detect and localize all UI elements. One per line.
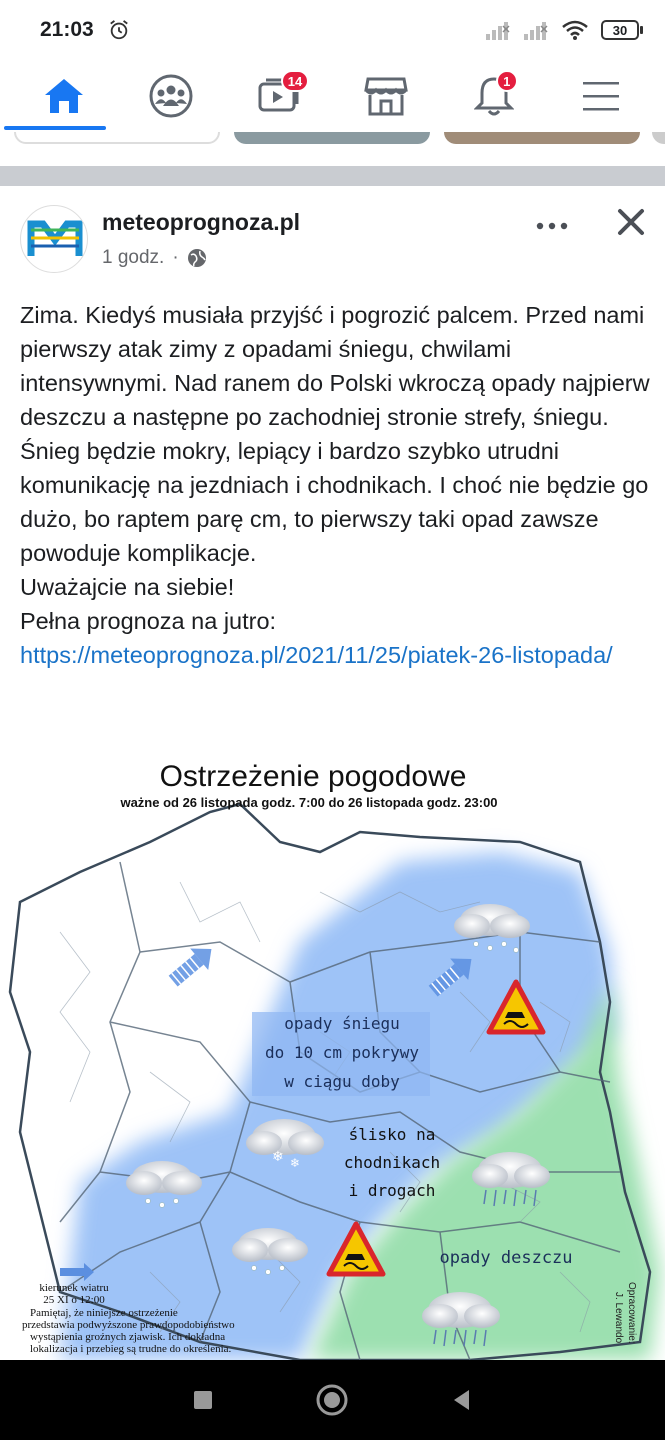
post-paragraph: Uważajcie na siebie! — [20, 574, 235, 600]
status-bar — [0, 0, 665, 60]
legend-note-4: lokalizacja i przebieg są trudne do określenia. — [30, 1343, 232, 1355]
back-icon[interactable] — [449, 1387, 475, 1413]
credit-line-2: J. Lewando — [613, 1292, 624, 1344]
nav-marketplace[interactable] — [346, 66, 426, 126]
page-avatar[interactable] — [20, 205, 88, 273]
weather-map — [0, 752, 665, 1360]
nav-watch[interactable] — [239, 66, 319, 126]
home-icon — [43, 76, 85, 116]
notifications-badge: 1 — [496, 70, 518, 92]
top-navigation — [0, 60, 665, 132]
legend-wind-2: 25 XI o 12:00 — [43, 1294, 105, 1306]
signal-icon-2 — [523, 20, 549, 40]
page-name[interactable]: meteoprognoza.pl — [102, 209, 301, 235]
legend-note-3: wystąpienia groźnych zjawisk. Ich dokładna — [30, 1331, 226, 1343]
globe-icon — [187, 248, 207, 268]
post-paragraph: Pełna prognoza na jutro: — [20, 608, 277, 634]
nav-home[interactable] — [24, 66, 104, 126]
active-tab-indicator — [4, 126, 106, 130]
map-title: Ostrzeżenie pogodowe — [159, 760, 467, 793]
status-time: 21:03 — [40, 18, 94, 41]
slippery-label-1: ślisko na — [348, 1125, 436, 1144]
system-navigation-bar — [0, 1360, 665, 1440]
menu-icon — [581, 79, 621, 113]
battery-level: 30 — [612, 22, 628, 38]
post-text — [20, 298, 650, 672]
nav-groups[interactable] — [131, 66, 211, 126]
more-options-icon[interactable] — [535, 211, 569, 241]
svg-text:❄: ❄ — [272, 1148, 284, 1164]
post-link[interactable]: https://meteoprognoza.pl/2021/11/25/piatek-26-listopada/ — [20, 642, 613, 668]
feed-separator — [0, 166, 665, 186]
credit-line-1: Opracowanie: — [626, 1282, 637, 1344]
slippery-label-2: chodnikach — [343, 1153, 441, 1172]
post-time[interactable]: 1 godz. — [102, 247, 165, 268]
slippery-label-3: i drogach — [348, 1181, 436, 1200]
groups-icon — [148, 73, 194, 119]
battery-icon — [601, 20, 643, 40]
post-header — [20, 205, 650, 275]
wifi-icon — [561, 19, 589, 41]
marketplace-icon — [364, 75, 408, 117]
watch-badge: 14 — [281, 70, 309, 92]
legend-wind-1: kierunek wiatru — [39, 1282, 109, 1294]
svg-text:❄: ❄ — [290, 1156, 301, 1170]
map-subtitle: ważne od 26 listopada godz. 7:00 do 26 listopada godz. 23:00 — [120, 795, 498, 810]
alarm-icon — [108, 19, 130, 41]
nav-menu[interactable] — [561, 66, 641, 126]
snow-label-2: do 10 cm pokrywy — [264, 1043, 420, 1062]
signal-icon-1 — [485, 20, 511, 40]
snow-label-1: opady śniegu — [284, 1014, 400, 1033]
weather-warning-image[interactable] — [0, 752, 665, 1360]
nav-notifications[interactable] — [454, 66, 534, 126]
post-meta — [102, 247, 207, 269]
meta-separator-dot: · — [172, 247, 179, 268]
home-button-icon[interactable] — [315, 1383, 349, 1417]
stories-strip[interactable] — [0, 132, 665, 146]
rain-label: opady deszczu — [439, 1248, 573, 1268]
snow-label-3: w ciągu doby — [284, 1072, 400, 1091]
legend-note-1: Pamiętaj, że niniejsze ostrzeżenie — [30, 1307, 178, 1319]
close-icon[interactable] — [616, 207, 646, 237]
recent-apps-icon[interactable] — [190, 1387, 216, 1413]
meteoprognoza-logo-icon — [21, 206, 88, 273]
legend-note-2: przedstawia podwyższone prawdopodobieństwo — [22, 1319, 235, 1331]
post-paragraph: Zima. Kiedyś musiała przyjść i pogrozić palcem. Przed nami pierwszy atak zimy z opadami śniegu, chwilami intensywnymi. Nad ranem do Polski wkroczą opady najpierw deszczu a następne po zachodniej stronie strefy, śniegu. Śnieg będzie mokry, lepiący i bardzo szybko utrudni komunikację na jezdniach i chodnikach. I choć nie będzie go dużo, bo raptem parę cm, to pierwszy taki opad zawsze powoduje komplikacje. — [20, 302, 650, 566]
